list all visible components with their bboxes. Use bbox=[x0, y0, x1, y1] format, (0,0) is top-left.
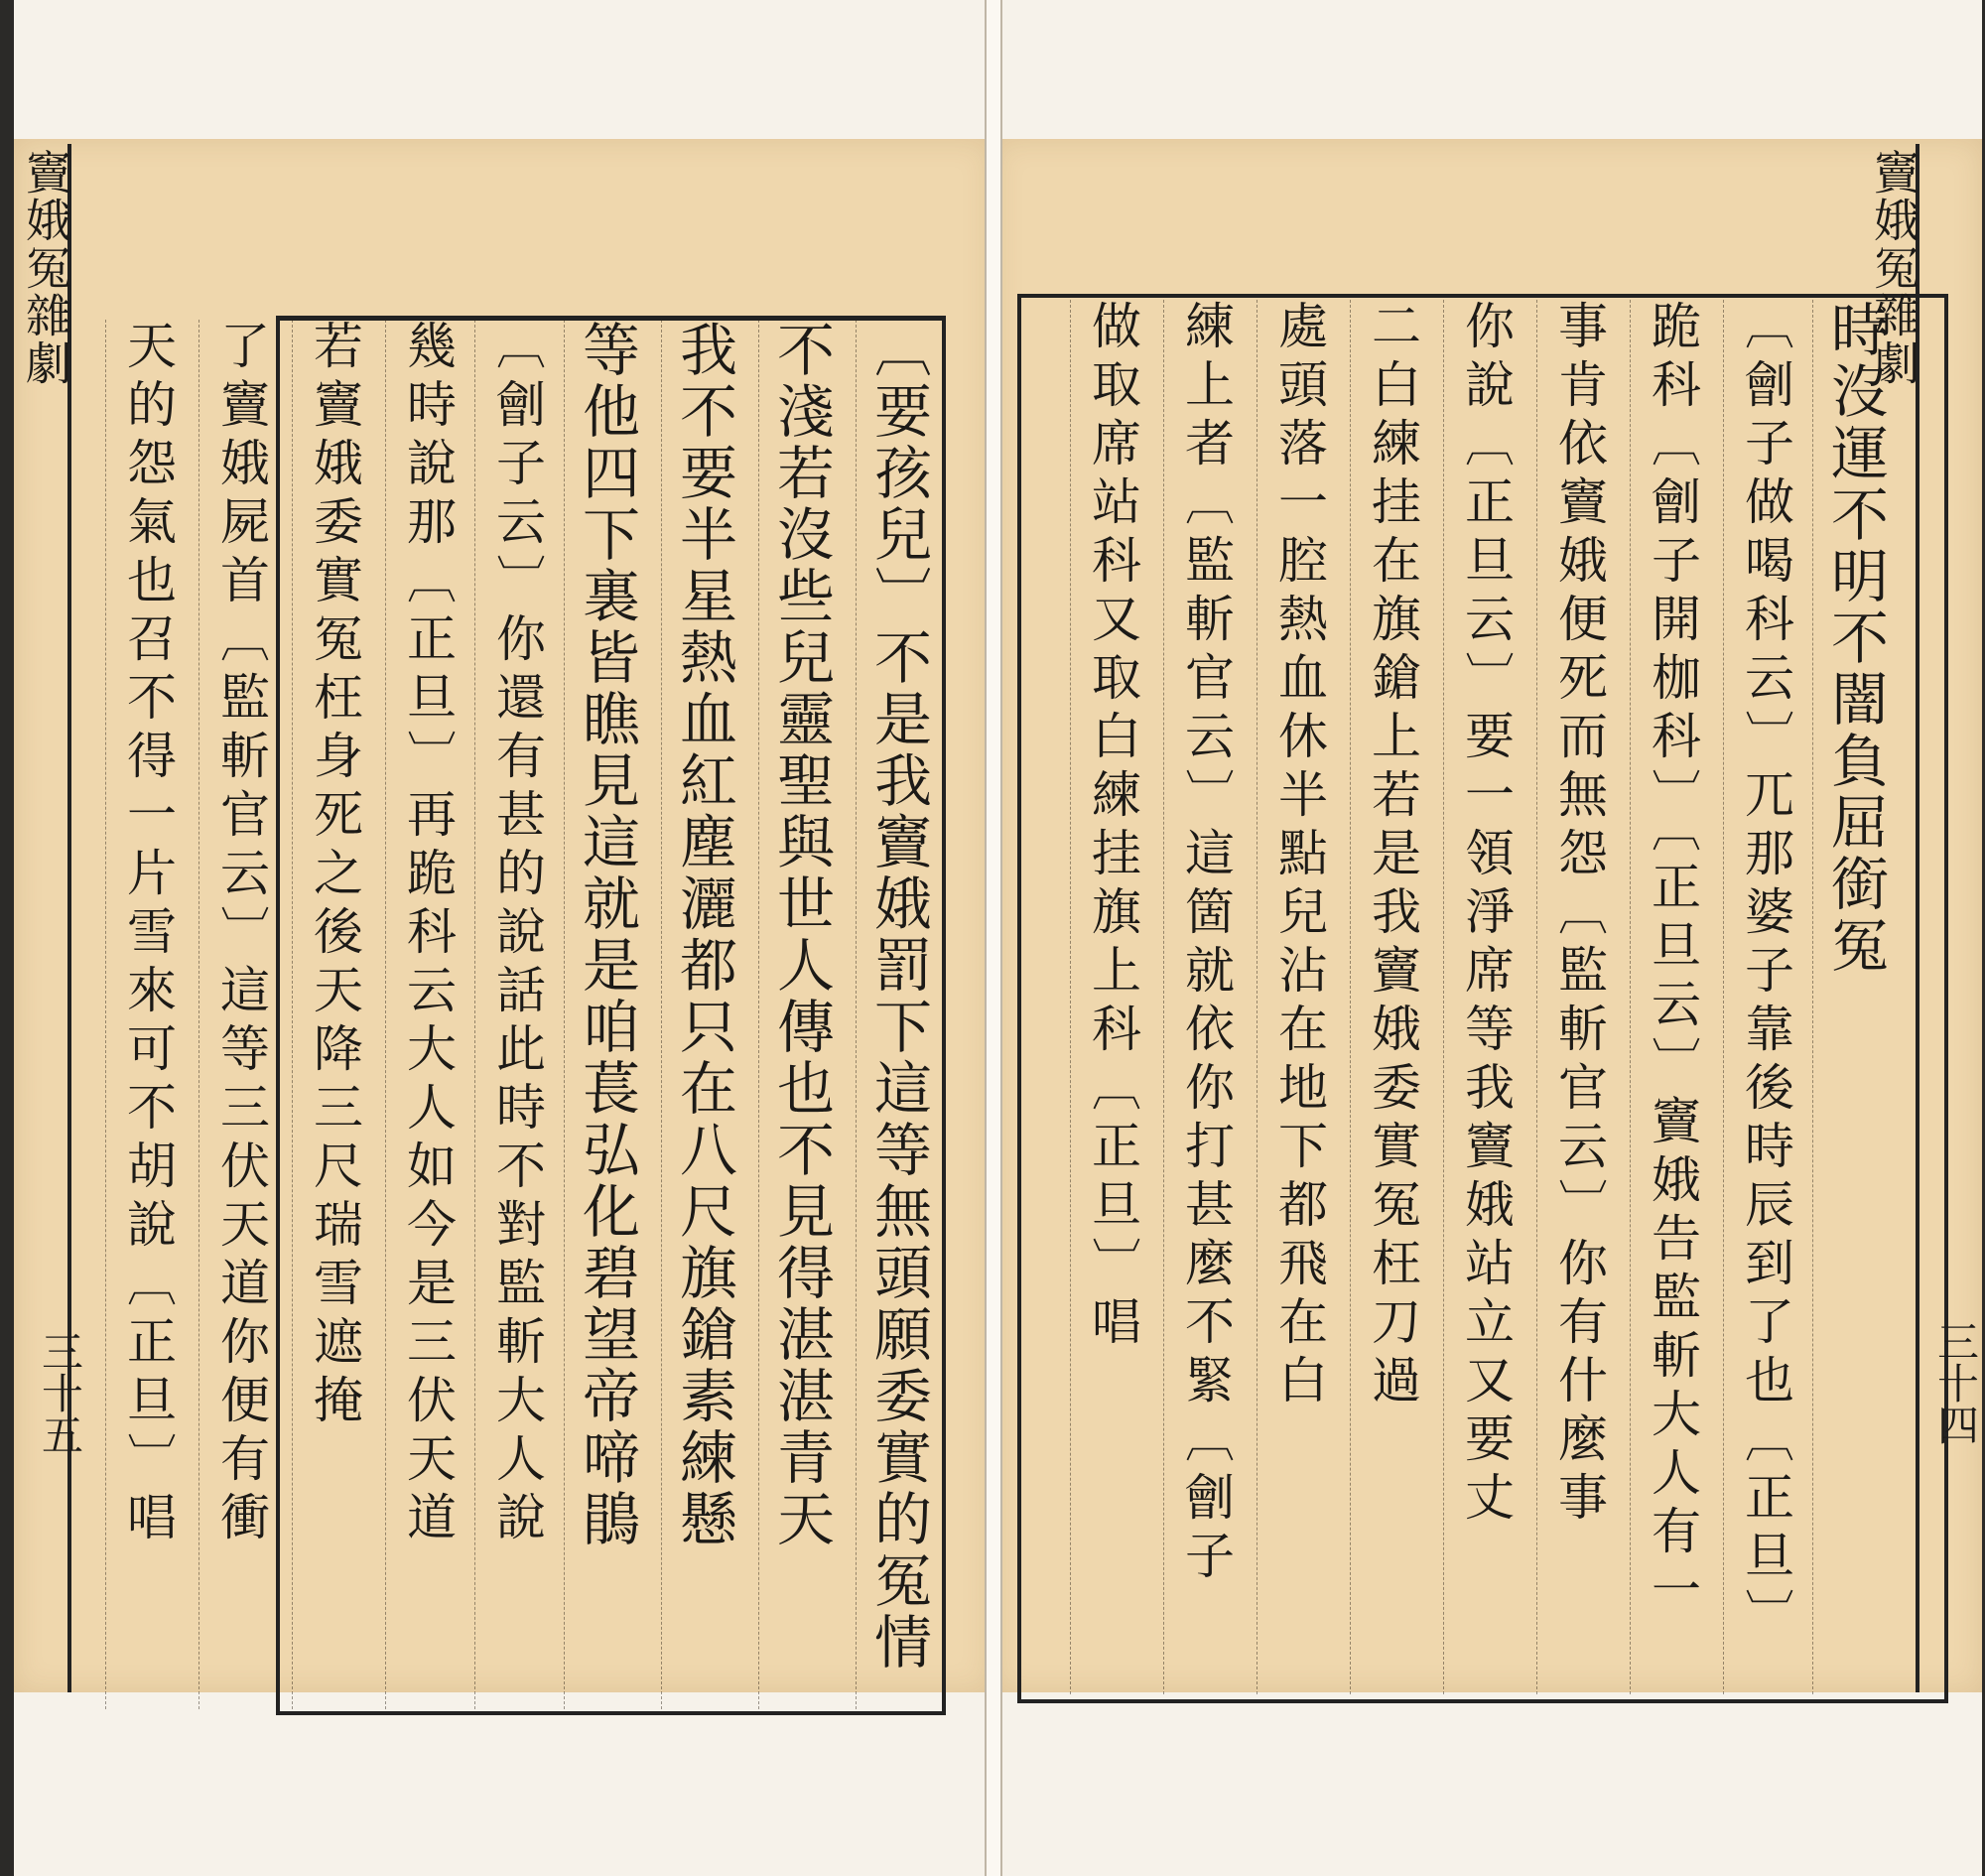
right-column-2: 〔劊子做喝科云〕兀那婆子靠後時辰到了也〔正旦〕 bbox=[1723, 300, 1807, 1694]
right-column-6: 二白練挂在旗鎗上若是我竇娥委實冤枉刀過 bbox=[1350, 300, 1434, 1694]
left-column-6: 幾時說那〔正旦〕再跪科云大人如今是三伏天道 bbox=[385, 320, 469, 1709]
right-column-1: 時沒運不明不闇負屈銜冤 bbox=[1812, 300, 1895, 1694]
left-column-7: 若竇娥委實冤枉身死之後天降三尺瑞雪遮掩 bbox=[292, 320, 376, 1709]
top-paper-right bbox=[994, 0, 1982, 139]
left-column-9: 天的怨氣也召不得一片雪來可不胡說〔正旦〕唱 bbox=[105, 320, 190, 1709]
left-column-2: 不淺若沒些兒靈聖與世人傳也不見得湛湛青天 bbox=[758, 320, 841, 1709]
right-column-3: 跪科〔劊子開枷科〕〔正旦云〕竇娥告監斬大人有一 bbox=[1630, 300, 1714, 1694]
left-column-8: 了竇娥屍首〔監斬官云〕這等三伏天道你便有衝 bbox=[198, 320, 283, 1709]
right-column-4: 事肯依竇娥便死而無怨〔監斬官云〕你有什麼事 bbox=[1536, 300, 1621, 1694]
top-paper-left bbox=[14, 0, 991, 139]
right-column-5: 你說〔正旦云〕要一領淨席等我竇娥站立又要丈 bbox=[1443, 300, 1527, 1694]
left-column-4: 等他四下裏皆瞧見這就是咱萇弘化碧望帝啼鵑 bbox=[564, 320, 646, 1709]
left-column-3: 我不要半星熱血紅塵灑都只在八尺旗鎗素練懸 bbox=[661, 320, 743, 1709]
bottom-paper-right bbox=[994, 1692, 1982, 1876]
right-margin-title: 竇娥冤雜劇 bbox=[1867, 149, 1920, 387]
left-column-1: 〔要孩兒〕不是我竇娥罰下這等無頭願委實的冤情 bbox=[856, 320, 938, 1709]
right-column-7: 處頭落一腔熱血休半點兒沾在地下都飛在白 bbox=[1257, 300, 1341, 1694]
right-column-9: 做取席站科又取白練挂旗上科〔正旦〕唱 bbox=[1070, 300, 1154, 1694]
left-column-5: 〔劊子云〕你還有甚的說話此時不對監斬大人說 bbox=[474, 320, 559, 1709]
right-leaf-number: 三十四 bbox=[1931, 1320, 1980, 1445]
right-column-8: 練上者〔監斬官云〕這箇就依你打甚麼不緊〔劊子 bbox=[1163, 300, 1248, 1694]
book-gutter bbox=[985, 0, 1002, 1876]
bottom-paper-left bbox=[14, 1692, 991, 1876]
left-leaf-number: 三十五 bbox=[36, 1330, 84, 1455]
left-margin-title: 竇娥冤雜劇 bbox=[19, 149, 72, 387]
